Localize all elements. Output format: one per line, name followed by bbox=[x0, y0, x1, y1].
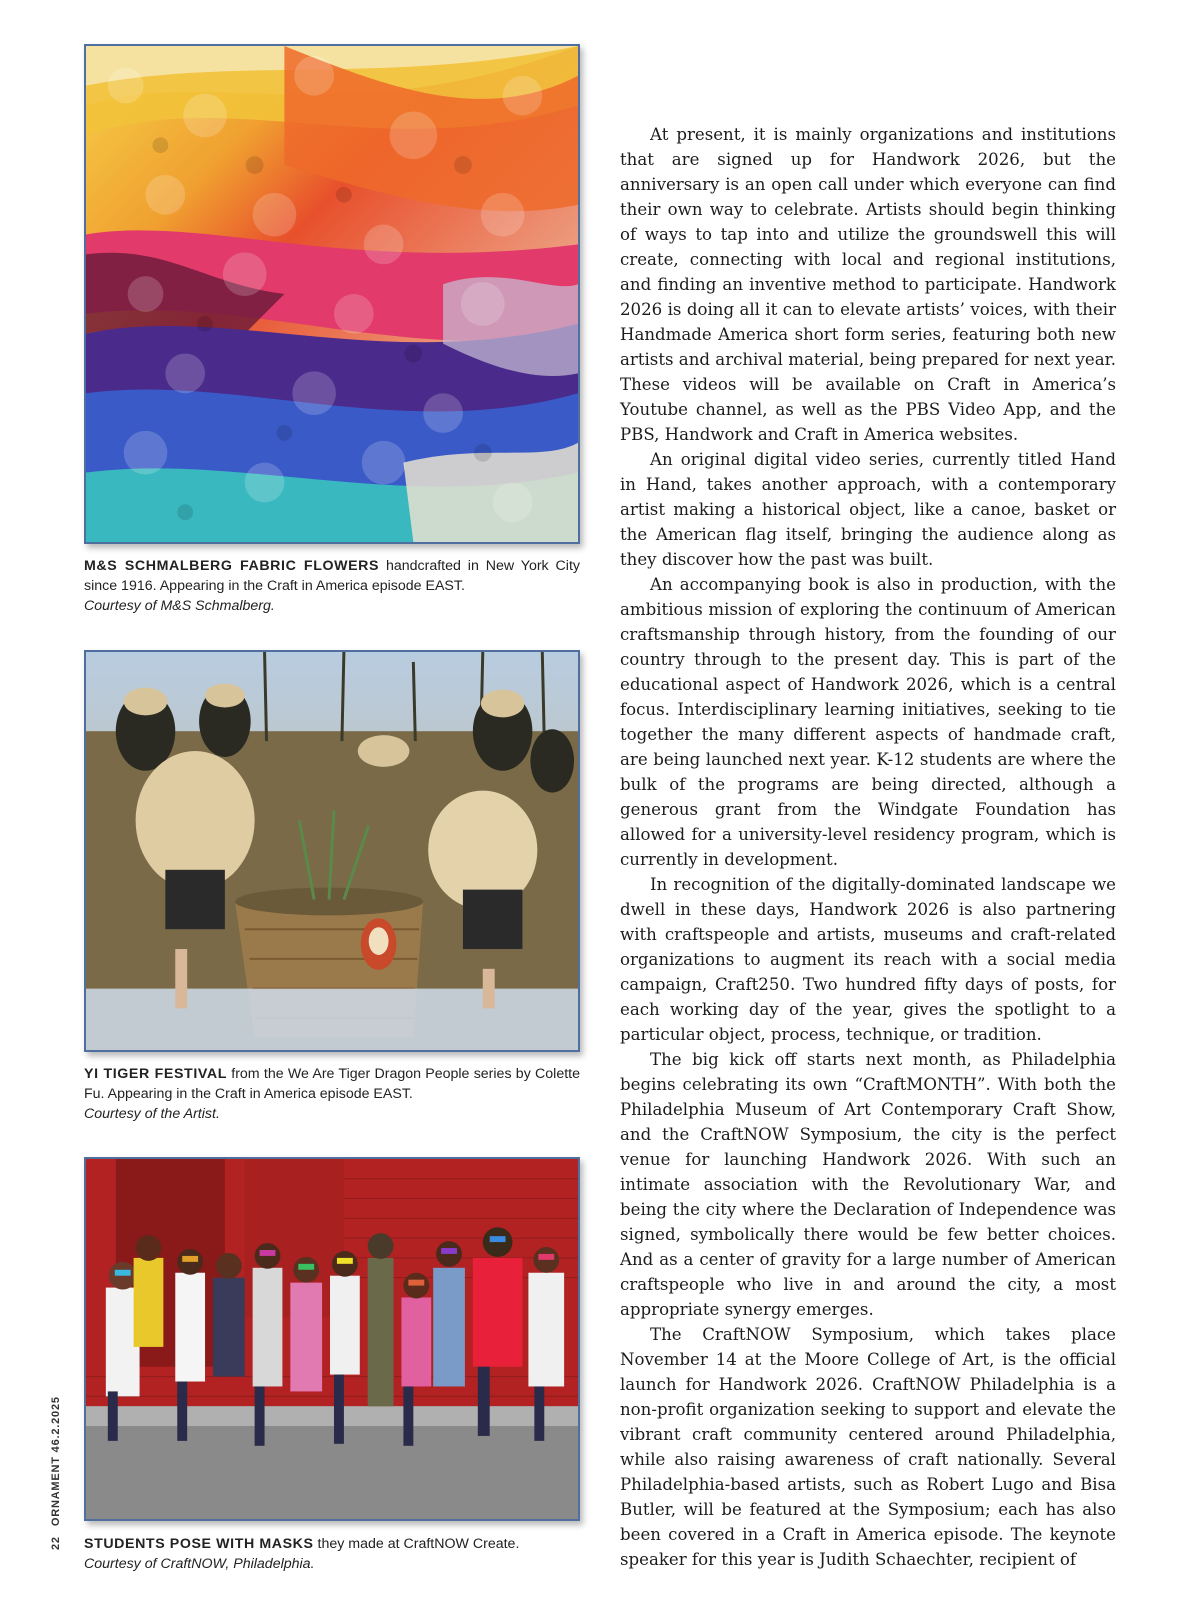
caption-lead: M&S SCHMALBERG FABRIC FLOWERS bbox=[84, 558, 380, 574]
caption-credit: Courtesy of the Artist. bbox=[84, 1106, 220, 1122]
caption-text: they made at CraftNOW Create. bbox=[313, 1536, 520, 1552]
caption-text: from the We Are Tiger Dragon People series by Colette Fu. Appearing in the Craft in America episode EAST. bbox=[84, 1066, 580, 1102]
caption-credit: Courtesy of M&S Schmalberg. bbox=[84, 598, 275, 614]
article-body bbox=[620, 122, 1116, 1572]
caption-text: handcrafted in New York City since 1916. Appearing in the Craft in America episode EAST. bbox=[84, 558, 580, 594]
caption-lead: YI TIGER FESTIVAL bbox=[84, 1066, 227, 1082]
page-number: 22 bbox=[50, 1536, 62, 1550]
students-masks-photo bbox=[84, 1157, 580, 1521]
article-paragraph: An accompanying book is also in production, with the ambitious mission of exploring the continuum of American craftsmanship through history, from the founding of our country through to the present day. This is part of the educational aspect of Handwork 2026, which is a central focus. Interdisciplinary learning initiatives, seeking to tie together the many different aspects of handmade craft, are being launched next year. K-12 students are where the bulk of the programs are being directed, although a generous grant from the Windgate Foundation has allowed for a university-level residency program, which is currently in development. bbox=[620, 575, 1116, 869]
students-masks-caption bbox=[84, 1534, 580, 1574]
publication-name: ORNAMENT 46.2.2025 bbox=[50, 1396, 62, 1527]
tiger-festival-caption bbox=[84, 1064, 580, 1124]
tiger-festival-photo bbox=[84, 650, 580, 1052]
article-paragraph: An original digital video series, currently titled Hand in Hand, takes another approach, with a contemporary artist making a historical object, like a canoe, basket or the American flag itself, bringing the audience along as they discover how the past was built. bbox=[620, 450, 1116, 569]
page-folio bbox=[50, 1396, 62, 1550]
caption-lead: STUDENTS POSE WITH MASKS bbox=[84, 1536, 314, 1552]
article-paragraph: The big kick off starts next month, as Philadelphia begins celebrating its own “CraftMONTH”. With both the Philadelphia Museum of Art Contemporary Craft Show, and the CraftNOW Symposium, the city is the perfect venue for launching Handwork 2026. With such an intimate association with the Revolutionary War, and being the city where the Declaration of Independence was signed, symbolically there would be few better choices. And as a center of gravity for a large number of American craftspeople who live in and around the city, a most appropriate synergy emerges. bbox=[620, 1050, 1116, 1319]
fabric-flowers-caption bbox=[84, 556, 580, 616]
article-paragraph: In recognition of the digitally-dominated landscape we dwell in these days, Handwork 2026 is also partnering with craftspeople and artists, museums and craft-related organizations to augment its reach with a social media campaign, Craft250. Two hundred fifty days of posts, for each working day of the year, gives the spotlight to a particular object, process, technique, or tradition. bbox=[620, 875, 1116, 1044]
fabric-flowers-photo bbox=[84, 44, 580, 544]
article-paragraph: At present, it is mainly organizations and institutions that are signed up for Handwork 2026, but the anniversary is an open call under which everyone can find their own way to celebrate. Artists should begin thinking of ways to tap into and utilize the groundswell this will create, connecting with local and regional institutions, and finding an inventive method to participate. Handwork 2026 is doing all it can to elevate artists’ voices, with their Handmade America short form series, featuring both new artists and archival material, being prepared for next year. These videos will be available on Craft in America’s Youtube channel, as well as the PBS Video App, and the PBS, Handwork and Craft in America websites. bbox=[620, 125, 1116, 444]
article-paragraph: The CraftNOW Symposium, which takes place November 14 at the Moore College of Art, is the official launch for Handwork 2026. CraftNOW Philadelphia is a non-profit organization seeking to support and elevate the vibrant craft community centered around Philadelphia, while also raising awareness of craft nationally. Several Philadelphia-based artists, such as Robert Lugo and Bisa Butler, will be featured at the Symposium; each has also been covered in a Craft in America episode. The keynote speaker for this year is Judith Schaechter, recipient of bbox=[620, 1325, 1116, 1569]
caption-credit: Courtesy of CraftNOW, Philadelphia. bbox=[84, 1556, 315, 1572]
